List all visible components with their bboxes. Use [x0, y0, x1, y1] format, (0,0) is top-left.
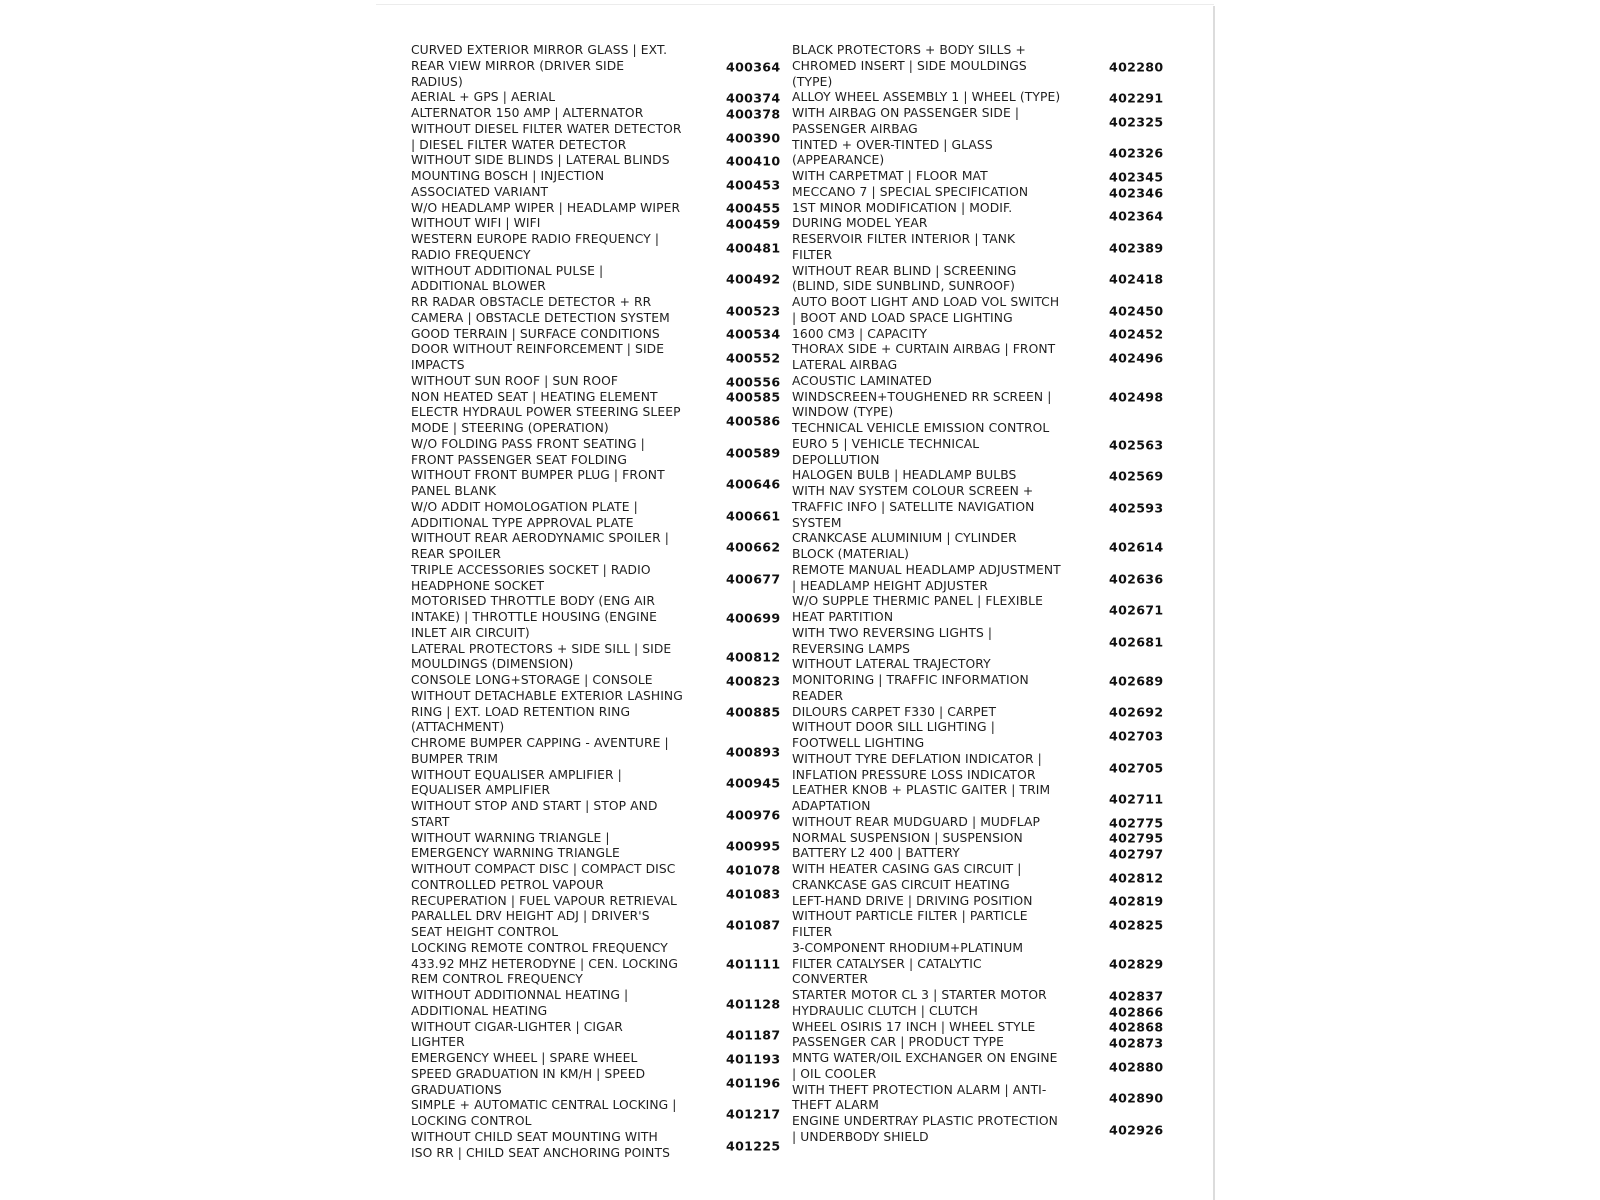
- option-row: [792, 562, 1164, 595]
- option-row: [411, 1129, 781, 1162]
- option-description: CURVED EXTERIOR MIRROR GLASS | EXT. REAR VIEW MIRROR (DRIVER SIDE RADIUS): [411, 43, 668, 89]
- option-code: 401087: [726, 917, 781, 933]
- option-row: [411, 436, 781, 469]
- option-description: HYDRAULIC CLUTCH | CLUTCH: [792, 1003, 979, 1018]
- option-description: AERIAL + GPS | AERIAL: [411, 90, 556, 105]
- option-code: 402890: [1109, 1090, 1164, 1106]
- option-row: [411, 562, 781, 595]
- option-row: [411, 295, 781, 327]
- option-code: 402711: [1109, 791, 1164, 807]
- option-row: [792, 988, 1164, 1004]
- option-description: TINTED + OVER-TINTED | GLASS (APPEARANCE): [792, 137, 993, 168]
- option-row: [411, 531, 781, 563]
- option-description: WITHOUT REAR MUDGUARD | MUDFLAP: [792, 814, 1041, 829]
- option-row: [792, 704, 1164, 721]
- option-row: [411, 153, 781, 169]
- option-description: CONTROLLED PETROL VAPOUR RECUPERATION | FUEL VAPOUR RETRIEVAL: [411, 877, 678, 908]
- option-row: [792, 893, 1164, 910]
- option-code: 402819: [1109, 893, 1164, 909]
- option-row: [792, 751, 1164, 784]
- option-description: WITHOUT WARNING TRIANGLE | EMERGENCY WARNING TRIANGLE: [411, 830, 620, 861]
- option-code: 401078: [726, 862, 781, 878]
- option-description: DILOURS CARPET F330 | CARPET: [792, 704, 997, 719]
- option-row: [792, 720, 1164, 752]
- option-description: WITHOUT COMPACT DISC | COMPACT DISC: [411, 862, 676, 876]
- option-code: 402681: [1109, 634, 1164, 649]
- option-description: LEFT-HAND DRIVE | DRIVING POSITION: [792, 893, 1033, 908]
- option-code: 400552: [726, 350, 781, 366]
- option-row: [411, 106, 781, 122]
- option-row: [792, 1019, 1164, 1036]
- option-row: [411, 1019, 781, 1052]
- option-row: [792, 594, 1164, 626]
- option-description: SPEED GRADUATION IN KM/H | SPEED GRADUATIONS: [411, 1066, 646, 1097]
- option-description: STARTER MOTOR CL 3 | STARTER MOTOR: [792, 988, 1047, 1002]
- option-code: 402825: [1109, 917, 1164, 933]
- option-row: [792, 1035, 1164, 1051]
- option-code: 402346: [1109, 185, 1164, 201]
- option-description: MNTG WATER/OIL EXCHANGER ON ENGINE | OIL COOLER: [792, 1051, 1058, 1081]
- option-code: 400662: [726, 539, 781, 555]
- option-description: AUTO BOOT LIGHT AND LOAD VOL SWITCH | BOOT AND LOAD SPACE LIGHTING: [792, 295, 1060, 325]
- option-code: 402636: [1109, 571, 1164, 586]
- option-description: WITHOUT CIGAR-LIGHTER | CIGAR LIGHTER: [411, 1019, 623, 1050]
- option-row: [411, 1098, 781, 1130]
- option-row: [411, 940, 781, 988]
- option-row: [411, 90, 781, 106]
- option-code: 402593: [1109, 500, 1164, 516]
- option-row: [792, 940, 1164, 988]
- option-code: 402389: [1109, 240, 1164, 256]
- option-description: EMERGENCY WHEEL | SPARE WHEEL: [411, 1051, 638, 1065]
- option-description: PASSENGER CAR | PRODUCT TYPE: [792, 1035, 1004, 1050]
- option-code: 400459: [726, 216, 781, 232]
- option-row: [411, 468, 781, 500]
- option-code: 402795: [1109, 830, 1164, 846]
- option-code: 400455: [726, 200, 781, 216]
- option-row: [411, 641, 781, 674]
- option-code: 400453: [726, 177, 781, 193]
- option-row: [411, 830, 781, 863]
- option-row: [411, 232, 781, 264]
- option-description: THORAX SIDE + CURTAIN AIRBAG | FRONT LATERAL AIRBAG: [792, 342, 1056, 372]
- option-description: ALTERNATOR 150 AMP | ALTERNATOR: [411, 106, 644, 120]
- option-code: 402837: [1109, 988, 1164, 1004]
- page-right-edge: [1213, 6, 1215, 1200]
- option-description: DOOR WITHOUT REINFORCEMENT | SIDE IMPACTS: [411, 342, 665, 372]
- option-description: WITHOUT SUN ROOF | SUN ROOF: [411, 373, 619, 388]
- option-row: [411, 200, 781, 217]
- option-description: SIMPLE + AUTOMATIC CENTRAL LOCKING | LOCKING CONTROL: [411, 1098, 677, 1128]
- right-option-column: [792, 43, 1164, 1146]
- option-code: 401111: [726, 956, 781, 972]
- option-description: WITH THEFT PROTECTION ALARM | ANTI- THEFT ALARM: [792, 1082, 1047, 1113]
- option-description: MOUNTING BOSCH | INJECTION ASSOCIATED VARIANT: [411, 169, 605, 199]
- option-row: [411, 688, 781, 736]
- option-code: 401193: [726, 1051, 781, 1067]
- option-description: BLACK PROTECTORS + BODY SILLS + CHROMED INSERT | SIDE MOULDINGS (TYPE): [792, 43, 1027, 89]
- option-description: WITHOUT DETACHABLE EXTERIOR LASHING RING | EXT. LOAD RETENTION RING (ATTACHMENT): [411, 688, 683, 735]
- option-description: REMOTE MANUAL HEADLAMP ADJUSTMENT | HEADLAMP HEIGHT ADJUSTER: [792, 562, 1061, 593]
- option-description: WITHOUT REAR AERODYNAMIC SPOILER | REAR SPOILER: [411, 531, 670, 561]
- option-row: [792, 846, 1164, 862]
- option-code: 400976: [726, 807, 781, 823]
- option-description: WITHOUT FRONT BUMPER PLUG | FRONT PANEL BLANK: [411, 468, 665, 498]
- option-code: 400374: [726, 90, 781, 106]
- option-row: [411, 405, 781, 437]
- option-row: [411, 373, 781, 390]
- option-description: WITHOUT ADDITIONAL PULSE | ADDITIONAL BLOWER: [411, 263, 604, 294]
- option-code: 400945: [726, 775, 781, 791]
- option-code: 401225: [726, 1138, 781, 1153]
- option-description: ENGINE UNDERTRAY PLASTIC PROTECTION | UNDERBODY SHIELD: [792, 1114, 1058, 1144]
- option-row: [792, 373, 1164, 421]
- option-row: [411, 389, 781, 406]
- option-description: WITH TWO REVERSING LIGHTS | REVERSING LAMPS: [792, 625, 993, 656]
- option-code: 402866: [1109, 1004, 1164, 1020]
- option-row: [411, 499, 781, 532]
- option-description: MECCANO 7 | SPECIAL SPECIFICATION: [792, 184, 1029, 199]
- option-description: W/O ADDIT HOMOLOGATION PLATE | ADDITIONAL TYPE APPROVAL PLATE: [411, 499, 638, 530]
- option-description: LATERAL PROTECTORS + SIDE SILL | SIDE MOULDINGS (DIMENSION): [411, 641, 672, 672]
- option-code: 401217: [726, 1106, 781, 1122]
- option-code: 402812: [1109, 870, 1164, 886]
- option-code: 402614: [1109, 539, 1164, 555]
- option-code: 400893: [726, 744, 781, 760]
- option-row: [792, 43, 1164, 90]
- option-code: 401128: [726, 996, 781, 1012]
- option-description: TECHNICAL VEHICLE EMISSION CONTROL EURO 5 | VEHICLE TECHNICAL DEPOLLUTION: [792, 421, 1050, 467]
- option-description: NON HEATED SEAT | HEATING ELEMENT: [411, 389, 658, 404]
- option-row: [792, 1051, 1164, 1083]
- option-row: [792, 342, 1164, 374]
- option-description: WITHOUT ADDITIONNAL HEATING | ADDITIONAL HEATING: [411, 988, 629, 1018]
- option-description: RESERVOIR FILTER INTERIOR | TANK FILTER: [792, 232, 1016, 262]
- option-row: [411, 263, 781, 296]
- option-description: BATTERY L2 400 | BATTERY: [792, 846, 960, 861]
- option-row: [411, 1051, 781, 1067]
- option-code: 402868: [1109, 1019, 1164, 1035]
- option-description: WITHOUT SIDE BLINDS | LATERAL BLINDS: [411, 153, 670, 168]
- option-description: WITH CARPETMAT | FLOOR MAT: [792, 169, 988, 183]
- option-row: [411, 767, 781, 800]
- option-row: [792, 263, 1164, 296]
- option-code: 400481: [726, 240, 781, 256]
- option-code: 402291: [1109, 90, 1164, 106]
- option-row: [792, 326, 1164, 343]
- option-code: 400390: [726, 130, 781, 145]
- option-row: [792, 106, 1164, 138]
- option-row: [792, 1114, 1164, 1146]
- option-description: CHROME BUMPER CAPPING - AVENTURE | BUMPER TRIM: [411, 736, 669, 766]
- option-code: 402498: [1109, 389, 1164, 405]
- option-row: [792, 814, 1164, 831]
- option-description: WHEEL OSIRIS 17 INCH | WHEEL STYLE: [792, 1019, 1036, 1034]
- option-row: [411, 862, 781, 878]
- option-code: 402705: [1109, 760, 1164, 775]
- option-code: 400995: [726, 838, 781, 854]
- option-row: [411, 342, 781, 374]
- option-description: W/O FOLDING PASS FRONT SEATING | FRONT PASSENGER SEAT FOLDING: [411, 436, 645, 467]
- option-row: [411, 1066, 781, 1099]
- option-row: [411, 594, 781, 641]
- option-code: 400534: [726, 326, 781, 342]
- option-code: 400523: [726, 303, 781, 319]
- option-row: [792, 783, 1164, 815]
- left-option-column: [411, 43, 781, 1161]
- option-description: WITHOUT TYRE DEFLATION INDICATOR | INFLATION PRESSURE LOSS INDICATOR: [792, 751, 1042, 782]
- option-description: ALLOY WHEEL ASSEMBLY 1 | WHEEL (TYPE): [792, 90, 1061, 105]
- option-row: [792, 531, 1164, 563]
- option-code: 402689: [1109, 673, 1164, 689]
- option-row: [792, 90, 1164, 106]
- option-code: 402692: [1109, 704, 1164, 720]
- option-row: [792, 909, 1164, 941]
- option-code: 400589: [726, 445, 781, 460]
- option-code: 400585: [726, 389, 781, 405]
- option-row: [411, 877, 781, 910]
- option-code: 400699: [726, 610, 781, 626]
- option-description: WITHOUT CHILD SEAT MOUNTING WITH ISO RR | CHILD SEAT ANCHORING POINTS: [411, 1129, 670, 1160]
- option-code: 400364: [726, 59, 781, 75]
- option-code: 402880: [1109, 1059, 1164, 1075]
- option-code: 402450: [1109, 303, 1164, 319]
- option-code: 402452: [1109, 326, 1164, 342]
- option-code: 400823: [726, 673, 781, 689]
- option-description: W/O HEADLAMP WIPER | HEADLAMP WIPER: [411, 200, 681, 215]
- option-code: 400885: [726, 704, 781, 720]
- option-code: 402873: [1109, 1035, 1164, 1051]
- option-row: [792, 1003, 1164, 1020]
- option-row: [792, 421, 1164, 468]
- option-description: ELECTR HYDRAUL POWER STEERING SLEEP MODE | STEERING (OPERATION): [411, 405, 681, 435]
- option-code: 401196: [726, 1075, 781, 1090]
- option-code: 400556: [726, 374, 781, 390]
- option-row: [411, 988, 781, 1020]
- option-code: 402703: [1109, 728, 1164, 744]
- option-description: LOCKING REMOTE CONTROL FREQUENCY 433.92 MHZ HETERODYNE | CEN. LOCKING REM CONTROL FREQUENCY: [411, 940, 678, 987]
- option-code: 400661: [726, 508, 781, 523]
- option-code: 402569: [1109, 468, 1164, 484]
- option-description: 1ST MINOR MODIFICATION | MODIF. DURING MODEL YEAR: [792, 200, 1013, 231]
- option-description: WITHOUT LATERAL TRAJECTORY MONITORING | TRAFFIC INFORMATION READER: [792, 657, 1029, 703]
- option-row: [411, 43, 781, 90]
- page-top-edge: [376, 4, 1214, 5]
- option-description: WITH NAV SYSTEM COLOUR SCREEN + TRAFFIC INFO | SATELLITE NAVIGATION SYSTEM: [792, 484, 1035, 530]
- option-description: RR RADAR OBSTACLE DETECTOR + RR CAMERA | OBSTACLE DETECTION SYSTEM: [411, 295, 670, 325]
- option-code: 402325: [1109, 114, 1164, 130]
- option-code: 402496: [1109, 350, 1164, 366]
- option-code: 402345: [1109, 169, 1164, 185]
- option-row: [411, 121, 781, 154]
- option-description: WITHOUT STOP AND START | STOP AND START: [411, 799, 658, 829]
- option-row: [792, 232, 1164, 264]
- option-description: WESTERN EUROPE RADIO FREQUENCY | RADIO FREQUENCY: [411, 232, 660, 262]
- option-code: 402797: [1109, 846, 1164, 862]
- option-code: 400646: [726, 476, 781, 492]
- option-description: WITHOUT WIFI | WIFI: [411, 216, 541, 231]
- option-description: 1600 CM3 | CAPACITY: [792, 326, 928, 341]
- option-code: 402280: [1109, 59, 1164, 75]
- option-description: WITHOUT PARTICLE FILTER | PARTICLE FILTER: [792, 909, 1028, 939]
- option-description: LEATHER KNOB + PLASTIC GAITER | TRIM ADAPTATION: [792, 783, 1051, 813]
- option-row: [411, 169, 781, 201]
- option-description: WITH HEATER CASING GAS CIRCUIT | CRANKCASE GAS CIRCUIT HEATING: [792, 862, 1022, 892]
- option-row: [411, 216, 781, 232]
- option-row: [792, 862, 1164, 894]
- option-row: [411, 736, 781, 768]
- option-description: WITH AIRBAG ON PASSENGER SIDE | PASSENGER AIRBAG: [792, 106, 1020, 136]
- option-row: [411, 909, 781, 941]
- option-row: [792, 200, 1164, 233]
- option-code: 402671: [1109, 602, 1164, 618]
- option-description: WITHOUT DIESEL FILTER WATER DETECTOR | DIESEL FILTER WATER DETECTOR: [411, 121, 682, 152]
- option-row: [792, 484, 1164, 531]
- option-description: MOTORISED THROTTLE BODY (ENG AIR INTAKE) | THROTTLE HOUSING (ENGINE INLET AIR CIRCUIT): [411, 594, 657, 640]
- option-row: [792, 830, 1164, 847]
- option-row: [792, 657, 1164, 704]
- option-description: ACOUSTIC LAMINATED WINDSCREEN+TOUGHENED RR SCREEN | WINDOW (TYPE): [792, 373, 1052, 420]
- option-row: [792, 137, 1164, 170]
- option-description: 3-COMPONENT RHODIUM+PLATINUM FILTER CATALYSER | CATALYTIC CONVERTER: [792, 940, 1024, 987]
- option-code: 400378: [726, 106, 781, 122]
- option-description: HALOGEN BULB | HEADLAMP BULBS: [792, 468, 1017, 483]
- option-description: CONSOLE LONG+STORAGE | CONSOLE: [411, 673, 653, 687]
- option-description: GOOD TERRAIN | SURFACE CONDITIONS: [411, 326, 660, 341]
- option-code: 401187: [726, 1027, 781, 1043]
- option-code: 402926: [1109, 1122, 1164, 1138]
- option-code: 402418: [1109, 271, 1164, 287]
- option-description: WITHOUT DOOR SILL LIGHTING | FOOTWELL LIGHTING: [792, 720, 995, 750]
- option-description: NORMAL SUSPENSION | SUSPENSION: [792, 830, 1023, 845]
- option-row: [411, 326, 781, 343]
- option-code: 402775: [1109, 815, 1164, 831]
- option-description: WITHOUT REAR BLIND | SCREENING (BLIND, SIDE SUNBLIND, SUNROOF): [792, 263, 1017, 294]
- option-row: [792, 1082, 1164, 1115]
- option-row: [792, 295, 1164, 327]
- option-row: [792, 468, 1164, 484]
- option-code: 400677: [726, 571, 781, 586]
- option-row: [792, 625, 1164, 658]
- option-code: 400812: [726, 649, 781, 665]
- option-code: 402326: [1109, 145, 1164, 161]
- option-code: 402829: [1109, 956, 1164, 972]
- option-row: [792, 184, 1164, 201]
- option-row: [792, 169, 1164, 185]
- option-description: CRANKCASE ALUMINIUM | CYLINDER BLOCK (MATERIAL): [792, 531, 1017, 561]
- option-row: [411, 673, 781, 689]
- option-row: [411, 799, 781, 831]
- option-description: WITHOUT EQUALISER AMPLIFIER | EQUALISER AMPLIFIER: [411, 767, 622, 798]
- option-code: 402364: [1109, 208, 1164, 224]
- option-description: PARALLEL DRV HEIGHT ADJ | DRIVER'S SEAT HEIGHT CONTROL: [411, 909, 650, 939]
- option-code: 400410: [726, 153, 781, 169]
- option-description: W/O SUPPLE THERMIC PANEL | FLEXIBLE HEAT PARTITION: [792, 594, 1043, 624]
- option-code: 401083: [726, 886, 781, 901]
- option-code: 402563: [1109, 437, 1164, 453]
- option-code: 400492: [726, 271, 781, 287]
- option-code: 400586: [726, 413, 781, 429]
- option-description: TRIPLE ACCESSORIES SOCKET | RADIO HEADPHONE SOCKET: [411, 562, 651, 593]
